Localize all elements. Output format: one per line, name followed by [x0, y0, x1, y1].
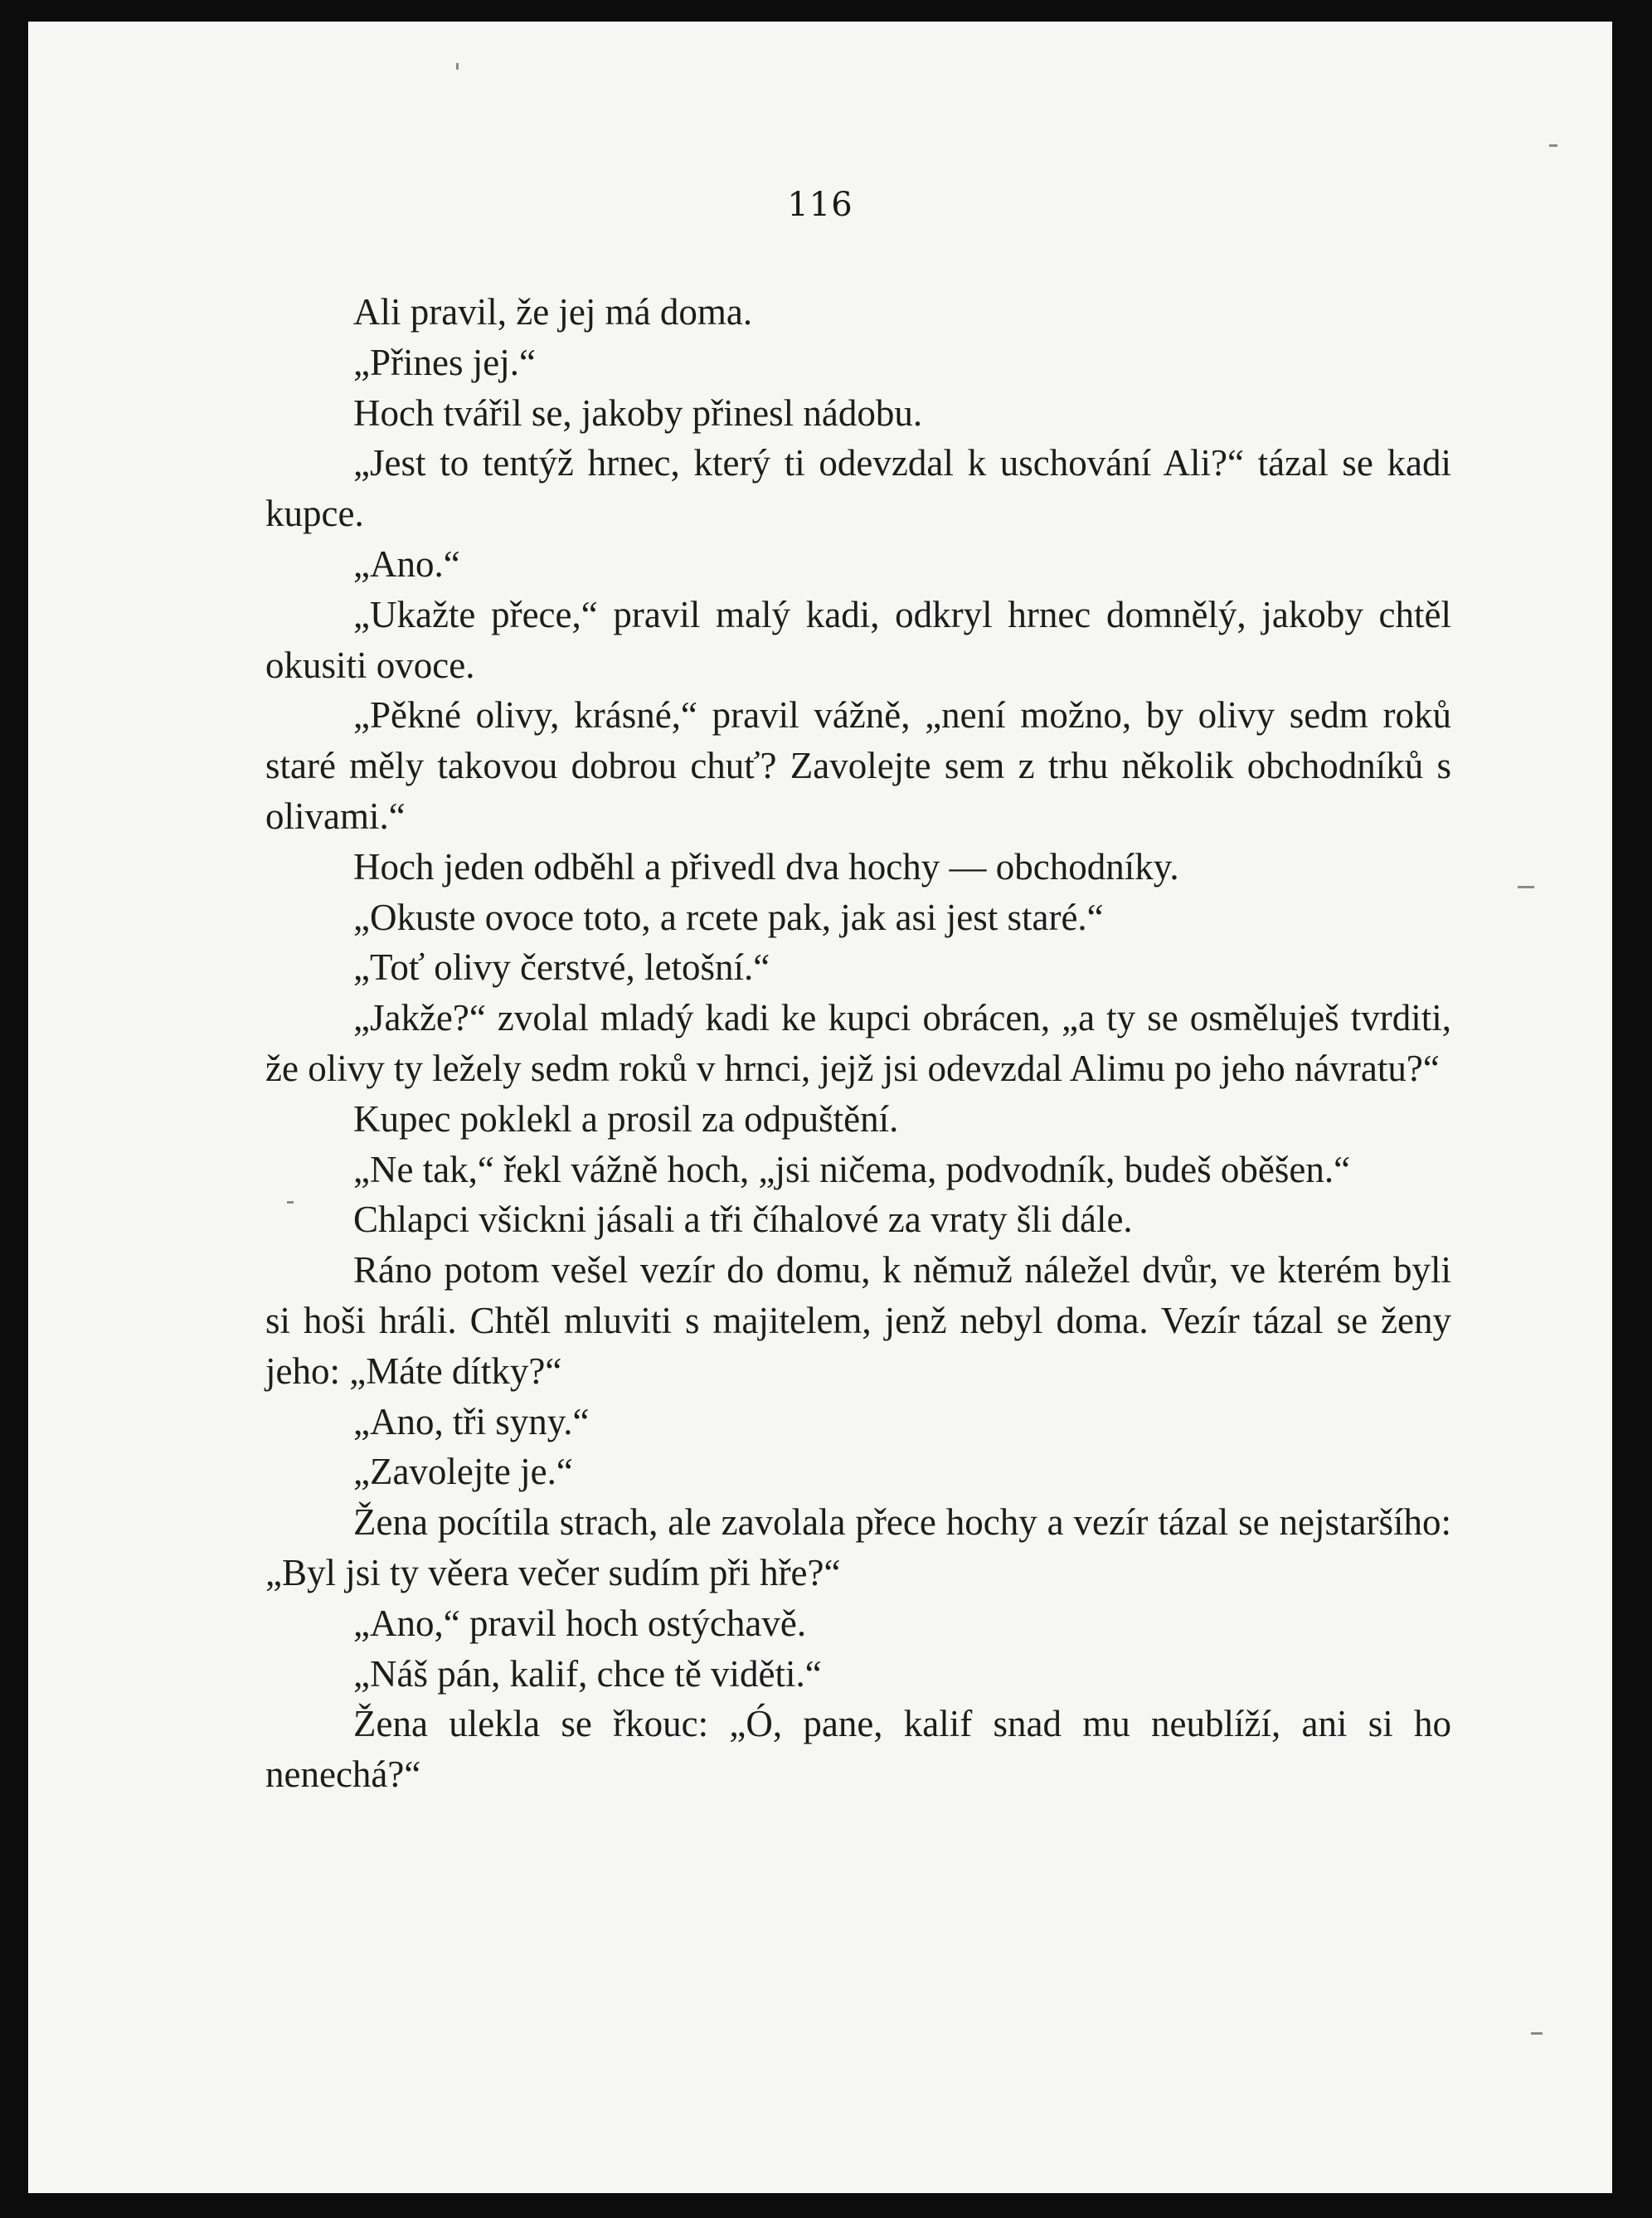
- paragraph: „Okuste ovoce toto, a rcete pak, jak asi jest staré.“: [353, 896, 1104, 938]
- paragraph: Hoch tvářil se, jakoby přinesl nádobu.: [353, 392, 923, 434]
- paragraph: Žena pocítila strach, ale zavolala přece hochy a vezír tázal se nejstaršího: „Byl jsi ty věera večer sudím při hře?“: [265, 1501, 1451, 1593]
- paragraph: „Ano, tři syny.“: [353, 1400, 590, 1442]
- paragraph: „Toť olivy čerstvé, letošní.“: [353, 946, 770, 989]
- paragraph: Ali pravil, že jej má doma.: [353, 291, 753, 333]
- paragraph: „Ano.“: [353, 542, 460, 585]
- paragraph: Žena ulekla se řkouc: „Ó, pane, kalif snad mu neublíží, ani si ho nenechá?“: [265, 1703, 1451, 1796]
- paragraph: „Ano,“ pravil hoch ostýchavě.: [353, 1602, 807, 1644]
- scan-speck: [456, 63, 459, 70]
- scan-border-left: [0, 0, 28, 2218]
- scan-speck: [1518, 886, 1534, 888]
- paragraph: Hoch jeden odběhl a přivedl dva hochy — obchodníky.: [353, 845, 1179, 888]
- paragraph: „Jakže?“ zvolal mladý kadi ke kupci obrácen, „a ty se osměluješ tvrditi, že olivy ty ležely sedm roků v hrnci, jejž jsi odevzdal Alimu po jeho návratu?“: [265, 997, 1451, 1089]
- scan-border-right: [1612, 0, 1652, 2218]
- paragraph: Ráno potom vešel vezír do domu, k němuž náležel dvůr, ve kterém byli si hoši hráli. Chtěl mluviti s majitelem, jenž nebyl doma. Vezír tázal se ženy jeho: „Máte dítky?“: [265, 1249, 1451, 1392]
- scan-border-bottom: [0, 2193, 1652, 2218]
- paragraph: „Ne tak,“ řekl vážně hoch, „jsi ničema, podvodník, budeš oběšen.“: [353, 1148, 1351, 1190]
- paragraph: „Jest to tentýž hrnec, který ti odevzdal k uschování Ali?“ tázal se kadi kupce.: [265, 442, 1451, 535]
- body-text: [265, 287, 1451, 1800]
- paragraph: „Přines jej.“: [353, 341, 536, 383]
- paragraph: „Zavolejte je.“: [353, 1451, 573, 1493]
- scan-speck: [287, 1201, 294, 1204]
- scan-speck: [1549, 144, 1557, 147]
- paragraph: Chlapci všickni jásali a tři číhalové za vraty šli dále.: [353, 1199, 1133, 1241]
- scan-speck: [1531, 2032, 1543, 2035]
- paragraph: „Ukažte přece,“ pravil malý kadi, odkryl hrnec domnělý, jakoby chtěl okusiti ovoce.: [265, 593, 1451, 686]
- paragraph: Kupec poklekl a prosil za odpuštění.: [353, 1097, 899, 1140]
- paragraph: „Náš pán, kalif, chce tě viděti.“: [353, 1652, 822, 1695]
- book-page: [28, 22, 1612, 2193]
- paragraph: „Pěkné olivy, krásné,“ pravil vážně, „není možno, by olivy sedm roků staré měly takovou dobrou chuť? Zavolejte sem z trhu několik obchodníků s olivami.“: [265, 694, 1451, 837]
- page-number: 116: [787, 186, 853, 224]
- scan-border-top: [0, 0, 1652, 22]
